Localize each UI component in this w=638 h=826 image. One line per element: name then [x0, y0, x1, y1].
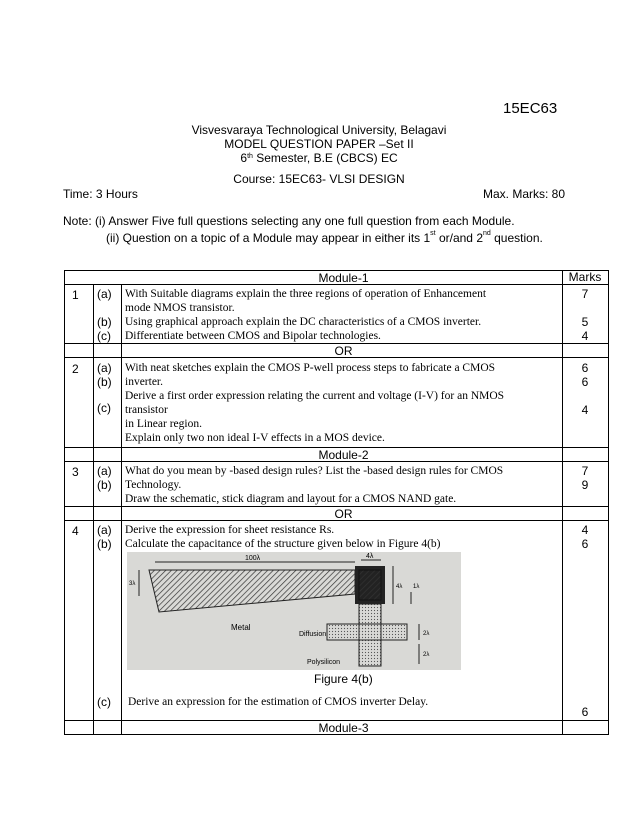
sub-label: (c)	[97, 329, 111, 343]
note-2-part-c: question.	[490, 231, 543, 245]
marks-value: 5	[581, 315, 589, 329]
note-2	[106, 231, 543, 245]
sub-label: (c)	[97, 695, 111, 709]
note-2-part-b: or/and 2	[435, 231, 483, 245]
polysilicon-region	[327, 624, 407, 640]
dim-label-4b: 4λ	[396, 584, 403, 590]
question-text: Draw the schematic, stick diagram and layout for a CMOS NAND gate.	[125, 493, 457, 505]
dim-label-100: 100λ	[245, 555, 261, 562]
question-text: With Suitable diagrams explain the three regions of operation of Enhancement	[125, 288, 487, 300]
marks-value: 4	[581, 523, 589, 537]
sub-label: (c)	[97, 401, 111, 415]
table-border-left	[64, 270, 65, 734]
question-text: Derive the expression for sheet resistance Rs.	[125, 524, 335, 536]
sub-label: (b)	[97, 375, 112, 389]
sub-label: (a)	[97, 361, 112, 375]
dim-label-2a: 2λ	[423, 631, 430, 637]
sub-label: (a)	[97, 287, 112, 301]
question-number: 3	[72, 465, 79, 479]
note-2-sup-1: st	[430, 230, 436, 237]
sub-label: (a)	[97, 523, 112, 537]
col-divider-2	[121, 284, 122, 735]
or-separator: OR	[334, 507, 353, 521]
question-text: Derive an expression for the estimation of CMOS inverter Delay.	[128, 696, 429, 708]
question-text: mode NMOS transistor.	[125, 302, 235, 314]
question-number: 2	[72, 362, 79, 376]
note-2-part-a: (ii) Question on a topic of a Module may appear in either its 1	[106, 231, 431, 245]
marks-value: 4	[581, 329, 589, 343]
module-2-heading: Module-2	[318, 448, 369, 462]
question-text: transistor	[125, 404, 168, 416]
paper-title: MODEL QUESTION PAPER –Set II	[224, 137, 414, 151]
polysilicon-label: Polysilicon	[307, 659, 341, 666]
contact-cut	[359, 570, 381, 600]
note-1: Note: (i) Answer Five full questions selecting any one full question from each Module.	[63, 214, 515, 228]
paper-code: 15EC63	[503, 100, 558, 117]
marks-value: 7	[581, 287, 589, 301]
marks-value: 6	[581, 537, 589, 551]
question-text: in Linear region.	[125, 418, 202, 430]
question-text: Technology.	[125, 479, 182, 491]
sub-label: (b)	[97, 537, 112, 551]
capacitance-structure-figure	[127, 552, 461, 670]
question-number: 4	[72, 524, 79, 538]
time-label: Time: 3 Hours	[63, 187, 138, 201]
col-divider-1	[93, 284, 94, 735]
diffusion-label: Diffusion	[299, 631, 327, 638]
metal-label: Metal	[231, 623, 251, 632]
dim-label-4a: 4λ	[366, 553, 374, 560]
sub-label: (b)	[97, 478, 112, 492]
marks-heading: Marks	[568, 270, 602, 284]
question-text: Derive a first order expression relating the current and voltage (I-V) for an NMOS	[125, 390, 505, 402]
module-3-heading: Module-3	[318, 721, 369, 735]
figure-caption: Figure 4(b)	[314, 672, 373, 686]
marks-value: 4	[581, 403, 589, 417]
marks-value: 9	[581, 478, 589, 492]
question-text: Using graphical approach explain the DC characteristics of a CMOS inverter.	[125, 316, 482, 328]
max-marks-label: Max. Marks: 80	[483, 187, 566, 201]
dim-label-1: 1λ	[413, 584, 420, 590]
question-text: What do you mean by -based design rules? List the -based design rules for CMOS	[125, 465, 504, 477]
marks-value: 6	[581, 375, 589, 389]
university-name: Visvesvaraya Technological University, Belagavi	[191, 123, 447, 137]
or-separator: OR	[334, 344, 353, 358]
course-line: Course: 15EC63- VLSI DESIGN	[233, 172, 405, 186]
question-number: 1	[72, 288, 79, 302]
semester-suffix: th	[247, 153, 253, 160]
question-text: Calculate the capacitance of the structure given below in Figure 4(b)	[125, 538, 441, 550]
marks-value: 6	[581, 361, 589, 375]
question-text: Explain only two non ideal I-V effects in a MOS device.	[125, 432, 385, 444]
module-1-heading: Module-1	[318, 271, 369, 285]
sub-label: (a)	[97, 464, 112, 478]
marks-value: 7	[581, 464, 589, 478]
semester-number: 6	[240, 151, 248, 165]
semester-text: Semester, B.E (CBCS) EC	[252, 151, 398, 165]
dim-label-2b: 2λ	[423, 652, 430, 658]
table-border-right	[608, 270, 609, 734]
sub-label: (b)	[97, 315, 112, 329]
marks-value: 6	[581, 705, 589, 719]
semester-line	[0, 151, 638, 165]
question-text: Differentiate between CMOS and Bipolar technologies.	[125, 330, 381, 342]
question-text: With neat sketches explain the CMOS P-well process steps to fabricate a CMOS	[125, 362, 496, 374]
question-text: inverter.	[125, 376, 163, 388]
question-table	[64, 270, 609, 734]
note-2-sup-2: nd	[483, 230, 491, 237]
dim-label-3: 3λ	[129, 581, 136, 587]
